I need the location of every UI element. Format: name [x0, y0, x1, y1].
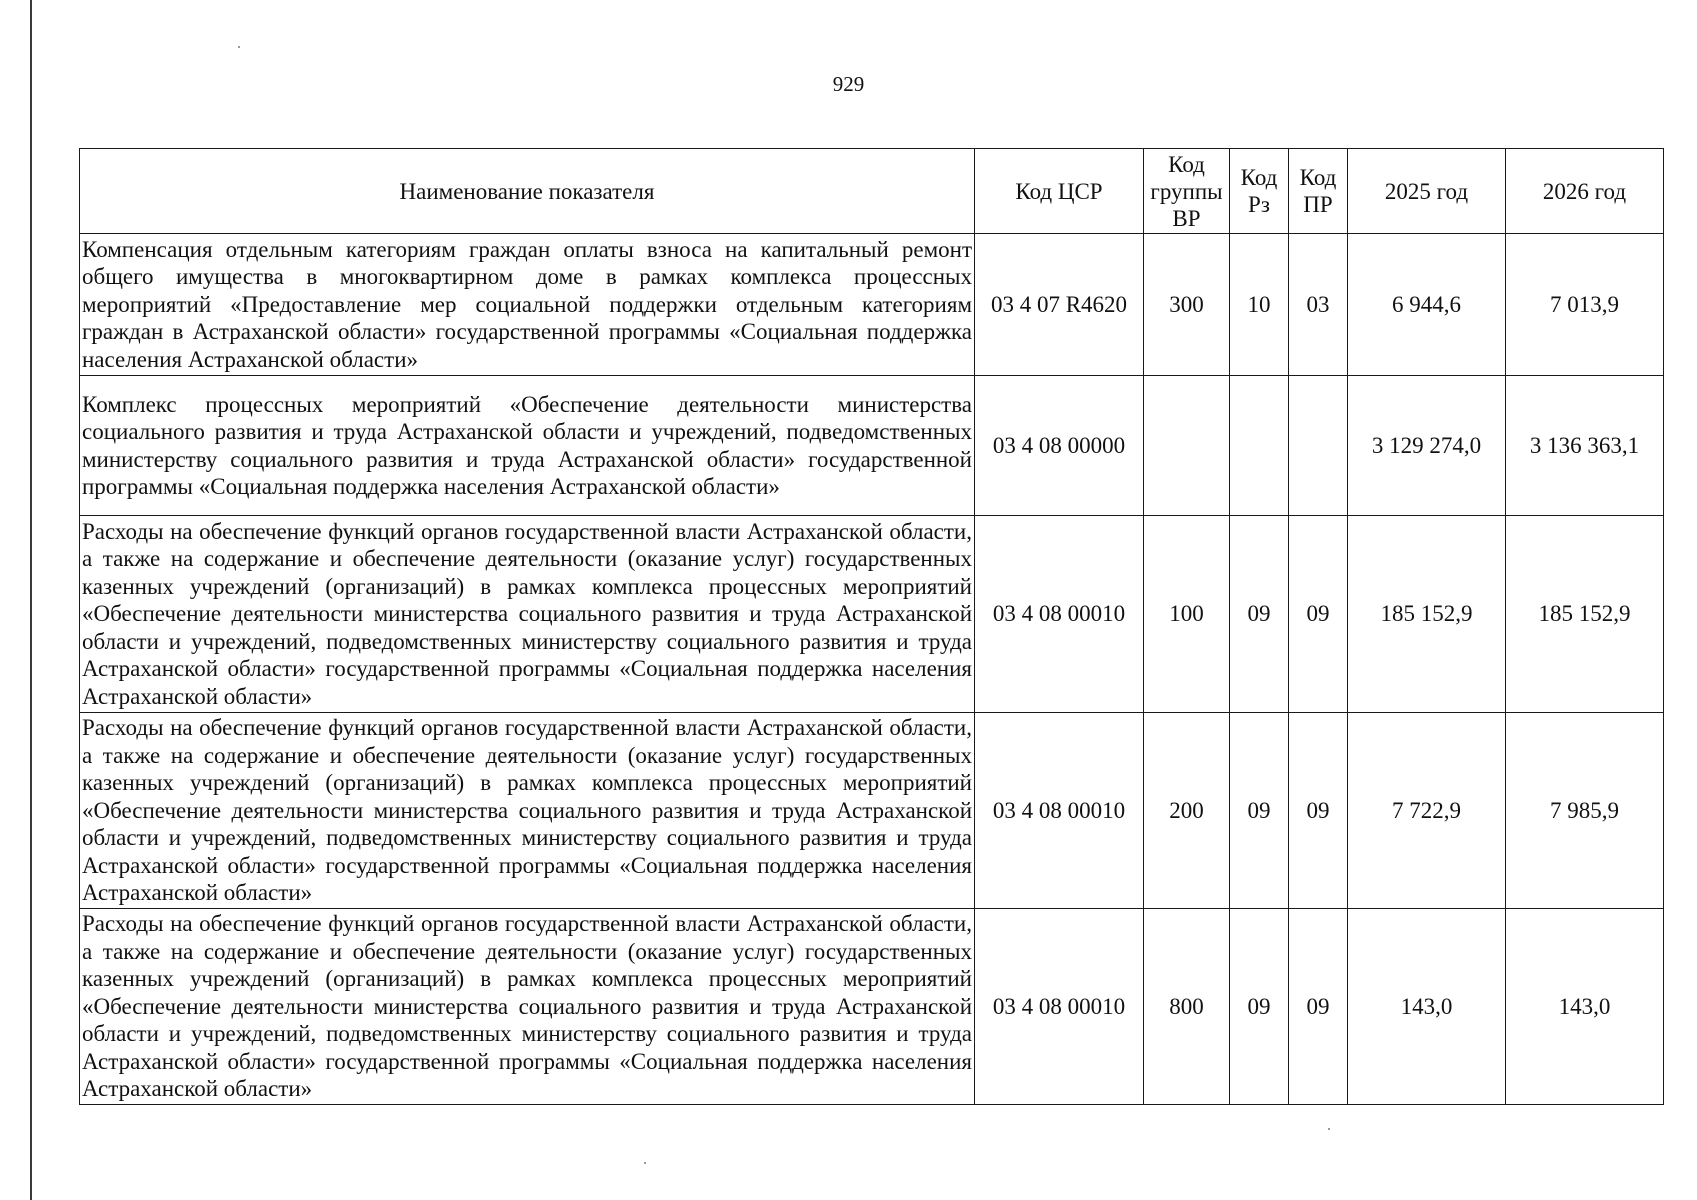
- header-rz: Код Рз: [1230, 149, 1289, 234]
- cell-rz: 09: [1230, 713, 1289, 909]
- table-row: [80, 234, 1664, 376]
- page-number: 929: [832, 72, 865, 96]
- header-2025: 2025 год: [1348, 149, 1506, 234]
- cell-csr: 03 4 08 00000: [975, 376, 1144, 516]
- cell-pr: 09: [1289, 516, 1348, 713]
- cell-pr: 09: [1289, 713, 1348, 909]
- cell-csr: 03 4 08 00010: [975, 909, 1144, 1105]
- cell-vr: 200: [1144, 713, 1230, 909]
- cell-rz: 09: [1230, 516, 1289, 713]
- header-row: [80, 149, 1664, 234]
- cell-2025: 7 722,9: [1348, 713, 1506, 909]
- cell-2025: 185 152,9: [1348, 516, 1506, 713]
- cell-vr: 300: [1144, 234, 1230, 376]
- cell-rz: 10: [1230, 234, 1289, 376]
- cell-pr: [1289, 376, 1348, 516]
- cell-2026: 143,0: [1506, 909, 1664, 1105]
- cell-pr: 03: [1289, 234, 1348, 376]
- cell-2026: 3 136 363,1: [1506, 376, 1664, 516]
- header-2026: 2026 год: [1506, 149, 1664, 234]
- cell-2026: 7 985,9: [1506, 713, 1664, 909]
- cell-2025: 143,0: [1348, 909, 1506, 1105]
- table-row: [80, 516, 1664, 713]
- cell-name: Комплекс процессных мероприятий «Обеспечение деятельности министерства социального развития и труда Астраханской области и учреждений, подведомственных министерству социального развития и труда Астраханской области» государственной программы «Социальная поддержка населения Астраханской области»: [80, 376, 975, 516]
- cell-name: Расходы на обеспечение функций органов государственной власти Астраханской области, а также на содержание и обеспечение деятельности (оказание услуг) государственных казенных учреждений (организаций) в рамках комплекса процессных мероприятий «Обеспечение деятельности министерства социального развития и труда Астраханской области и учреждений, подведомственных министерству социального развития и труда Астраханской области» государственной программы «Социальная поддержка населения Астраханской области»: [80, 516, 975, 713]
- cell-2026: 185 152,9: [1506, 516, 1664, 713]
- cell-csr: 03 4 08 00010: [975, 713, 1144, 909]
- header-vr: Код группы ВР: [1144, 149, 1230, 234]
- cell-name: Расходы на обеспечение функций органов государственной власти Астраханской области, а также на содержание и обеспечение деятельности (оказание услуг) государственных казенных учреждений (организаций) в рамках комплекса процессных мероприятий «Обеспечение деятельности министерства социального развития и труда Астраханской области и учреждений, подведомственных министерству социального развития и труда Астраханской области» государственной программы «Социальная поддержка населения Астраханской области»: [80, 909, 975, 1105]
- cell-name: Компенсация отдельным категориям граждан оплаты взноса на капитальный ремонт общего имущества в многоквартирном доме в рамках комплекса процессных мероприятий «Предоставление мер социальной поддержки отдельным категориям граждан в Астраханской области» государственной программы «Социальная поддержка населения Астраханской области»: [80, 234, 975, 376]
- scan-speck: [1328, 1128, 1330, 1130]
- cell-2025: 6 944,6: [1348, 234, 1506, 376]
- binding-line: [30, 0, 32, 1200]
- table-row: [80, 909, 1664, 1105]
- cell-vr: [1144, 376, 1230, 516]
- cell-csr: 03 4 08 00010: [975, 516, 1144, 713]
- header-pr: Код ПР: [1289, 149, 1348, 234]
- budget-table: [79, 148, 1664, 1105]
- header-name: Наименование показателя: [80, 149, 975, 234]
- cell-name: Расходы на обеспечение функций органов государственной власти Астраханской области, а также на содержание и обеспечение деятельности (оказание услуг) государственных казенных учреждений (организаций) в рамках комплекса процессных мероприятий «Обеспечение деятельности министерства социального развития и труда Астраханской области и учреждений, подведомственных министерству социального развития и труда Астраханской области» государственной программы «Социальная поддержка населения Астраханской области»: [80, 713, 975, 909]
- cell-vr: 800: [1144, 909, 1230, 1105]
- cell-pr: 09: [1289, 909, 1348, 1105]
- cell-rz: 09: [1230, 909, 1289, 1105]
- scan-speck: [644, 1162, 646, 1164]
- cell-csr: 03 4 07 R4620: [975, 234, 1144, 376]
- cell-vr: 100: [1144, 516, 1230, 713]
- cell-2026: 7 013,9: [1506, 234, 1664, 376]
- cell-rz: [1230, 376, 1289, 516]
- header-csr: Код ЦСР: [975, 149, 1144, 234]
- cell-2025: 3 129 274,0: [1348, 376, 1506, 516]
- table-row: [80, 376, 1664, 516]
- table-row: [80, 713, 1664, 909]
- scan-speck: [238, 46, 240, 48]
